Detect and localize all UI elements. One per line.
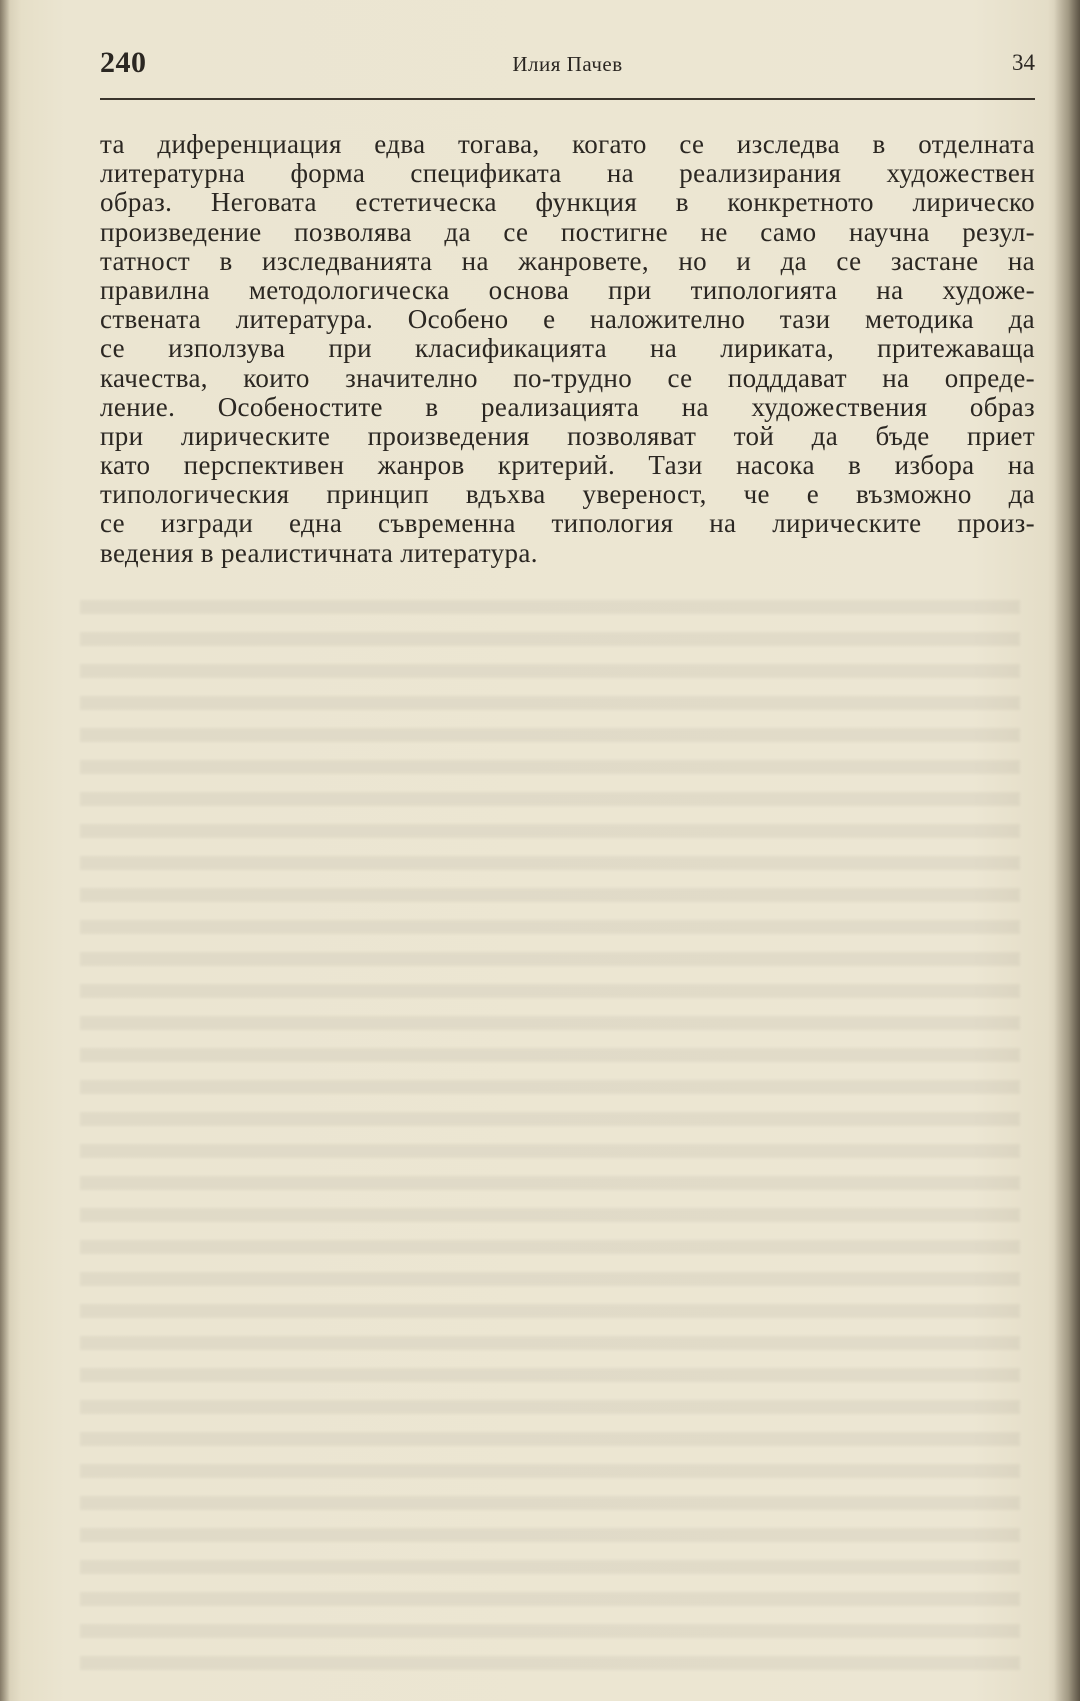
show-through-texture [80,600,1020,1680]
text-line: ствената литература. Особено е наложително тази методика да [100,304,1035,335]
page-right-edge-shadow [1054,0,1080,1701]
text-line: при лирическите произведения позволяват той да бъде приет [100,420,1035,451]
page-left-edge [0,0,10,1701]
text-line-last: ведения в реалистичната литература. [100,537,538,568]
section-number: 34 [1012,50,1035,75]
text-line: се изгради една съвременна типология на лирическите произ- [100,508,1035,539]
text-line: като перспективен жанров критерий. Тази насока в избора на [100,450,1035,481]
text-line: образ. Неговата естетическа функция в конкретното лирическо [100,187,1035,218]
text-line: произведение позволява да се постигне не само научна резул- [100,216,1035,247]
page-number: 240 [100,46,147,79]
text-line: качества, които значително по-трудно се подддават на опреде- [100,362,1035,393]
text-line: се използува при класификацията на лириката, притежаваща [100,333,1035,364]
running-head: Илия Пачев [512,52,623,76]
text-line: ление. Особеностите в реализацията на художествения образ [100,391,1035,422]
header-rule [100,98,1035,100]
text-line: типологическия принцип вдъхва увереност, че е възможно да [100,479,1035,510]
text-line: татност в изследванията на жанровете, но и да се застане на [100,245,1035,276]
text-line: правилна методологическа основа при типологията на художе- [100,274,1035,305]
text-line: та диференциация едва тогава, когато се изследва в отделната [100,129,1035,159]
body-text [100,130,1035,568]
page-header [100,46,1035,96]
text-line: литературна форма спецификата на реализирания художествен [100,158,1035,189]
